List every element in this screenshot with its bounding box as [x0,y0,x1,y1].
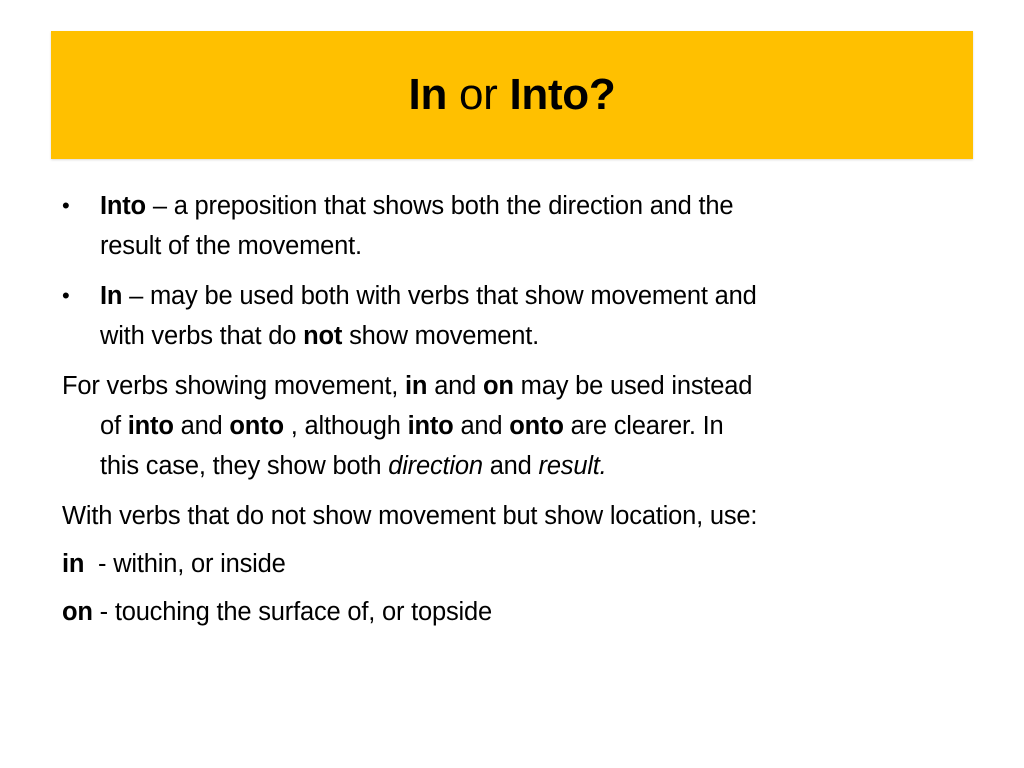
term-into: Into [100,192,146,220]
definition-on [62,592,962,632]
paragraph-location: With verbs that do not show movement but show location, use: [62,502,758,530]
term-in: In [100,282,123,310]
text-run: For verbs showing movement, [62,372,406,400]
emphasis-result: result. [538,452,607,480]
text-run: are clearer. In [563,412,724,440]
paragraph-movement [62,366,962,486]
movement-line-1 [62,366,962,406]
title-word-into: Into? [509,70,616,119]
bullet-in-text-2b: show movement. [342,322,540,350]
bullet-into-line-1 [100,186,962,226]
bullet-into [62,186,962,266]
bullet-in-line-1 [100,276,962,316]
title-word-in: In [408,70,448,119]
term-in: in [62,550,85,578]
term-onto: onto [509,412,564,440]
bullet-into-line-2: result of the movement. [100,232,362,260]
bullet-in-line-2 [100,316,962,356]
text-run: and [453,412,510,440]
term-in: in [405,372,428,400]
bullet-dot-icon: • [62,193,70,218]
movement-line-3 [100,446,962,486]
slide-title [408,70,616,119]
term-on: on [483,372,514,400]
bullet-in [62,276,962,356]
emphasis-not: not [303,322,343,350]
bullet-dot-icon: • [62,283,70,308]
term-into: into [407,412,454,440]
movement-line-2 [100,406,962,446]
emphasis-direction: direction [388,452,483,480]
text-run: , although [283,412,408,440]
text-run: of [100,412,128,440]
term-on: on [62,598,93,626]
slide-body [62,186,962,640]
bullet-in-text-2a: with verbs that do [100,322,304,350]
bullet-into-text-1: – a preposition that shows both the direction and the [145,192,734,220]
title-band [51,31,973,159]
bullet-in-text-1: – may be used both with verbs that show movement and [122,282,757,310]
text-run: and [482,452,539,480]
definition-in-text: - within, or inside [84,550,286,578]
definition-on-text: - touching the surface of, or topside [92,598,492,626]
term-onto: onto [229,412,284,440]
text-run: this case, they show both [100,452,389,480]
text-run: and [173,412,230,440]
definition-in [62,544,962,584]
text-run: may be used instead [513,372,753,400]
term-into: into [127,412,174,440]
title-word-or: or [458,70,498,119]
text-run: and [427,372,484,400]
